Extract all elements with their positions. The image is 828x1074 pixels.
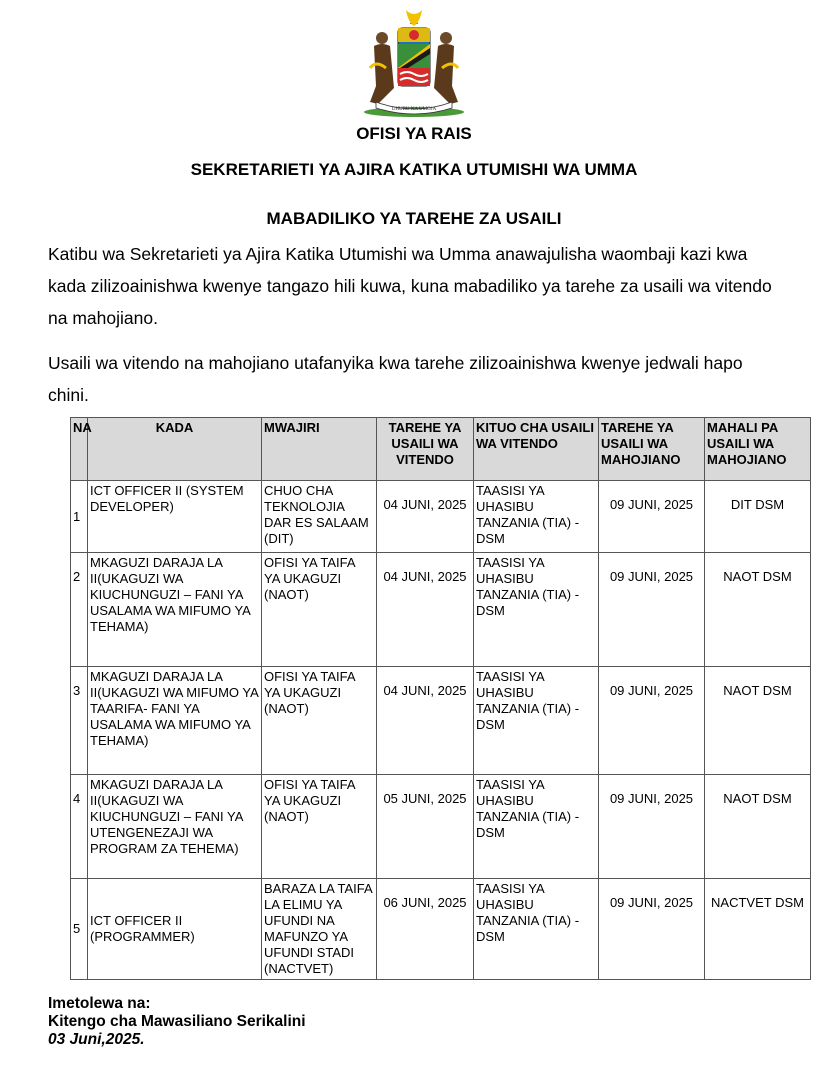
cell-tarehe-mahojiano: 09 JUNI, 2025 (599, 879, 705, 980)
table-row (71, 553, 811, 667)
cell-tarehe-mahojiano: 09 JUNI, 2025 (599, 775, 705, 879)
header-na: NA (71, 418, 88, 481)
cell-na: 5 (71, 879, 88, 980)
cell-kada: MKAGUZI DARAJA LA II(UKAGUZI WA KIUCHUNGUZI – FANI YA USALAMA WA MIFUMO YA TEHAMA) (88, 553, 262, 667)
cell-kituo: TAASISI YA UHASIBU TANZANIA (TIA) - DSM (474, 667, 599, 775)
table-row (71, 879, 811, 980)
header-mahali: MAHALI PA USAILI WA MAHOJIANO (705, 418, 811, 481)
cell-kada: MKAGUZI DARAJA LA II(UKAGUZI WA KIUCHUNGUZI – FANI YA UTENGENEZAJI WA PROGRAM ZA TEHEMA) (88, 775, 262, 879)
office-title: OFISI YA RAIS (356, 124, 472, 143)
cell-na: 3 (71, 667, 88, 775)
schedule-paragraph: Usaili wa vitendo na mahojiano utafanyika kwa tarehe zilizoainishwa kwenye jedwali hapo chini. (48, 353, 743, 405)
issuing-unit: Kitengo cha Mawasiliano Serikalini (48, 1013, 306, 1030)
cell-mwajiri: OFISI YA TAIFA YA UKAGUZI (NAOT) (262, 667, 377, 775)
header-tarehe-mahojiano: TAREHE YA USAILI WA MAHOJIANO (599, 418, 705, 481)
interview-schedule-table (70, 417, 811, 980)
cell-mahali: NAOT DSM (705, 775, 811, 879)
table-row (71, 481, 811, 553)
footer-signature (48, 995, 306, 1049)
cell-tarehe-mahojiano: 09 JUNI, 2025 (599, 667, 705, 775)
table-row (71, 667, 811, 775)
cell-na: 4 (71, 775, 88, 879)
header-tarehe-vitendo: TAREHE YA USAILI WA VITENDO (377, 418, 474, 481)
cell-kada: ICT OFFICER II (PROGRAMMER) (88, 879, 262, 980)
cell-kituo: TAASISI YA UHASIBU TANZANIA (TIA) - DSM (474, 553, 599, 667)
cell-mwajiri: CHUO CHA TEKNOLOJIA DAR ES SALAAM (DIT) (262, 481, 377, 553)
table-header-row (71, 418, 811, 481)
cell-mwajiri: BARAZA LA TAIFA LA ELIMU YA UFUNDI NA MAFUNZO YA UFUNDI STADI (NACTVET) (262, 879, 377, 980)
cell-tarehe-vitendo: 04 JUNI, 2025 (377, 481, 474, 553)
secretariat-title: SEKRETARIETI YA AJIRA KATIKA UTUMISHI WA UMMA (190, 160, 638, 179)
issue-date: 03 Juni,2025. (48, 1031, 145, 1048)
cell-mwajiri: OFISI YA TAIFA YA UKAGUZI (NAOT) (262, 775, 377, 879)
cell-kada: ICT OFFICER II (SYSTEM DEVELOPER) (88, 481, 262, 553)
cell-tarehe-mahojiano: 09 JUNI, 2025 (599, 481, 705, 553)
header-kada: KADA (88, 418, 262, 481)
cell-na: 1 (71, 481, 88, 553)
cell-mahali: DIT DSM (705, 481, 811, 553)
cell-mahali: NAOT DSM (705, 553, 811, 667)
cell-tarehe-vitendo: 06 JUNI, 2025 (377, 879, 474, 980)
cell-tarehe-vitendo: 04 JUNI, 2025 (377, 667, 474, 775)
cell-mahali: NACTVET DSM (705, 879, 811, 980)
issued-by-label: Imetolewa na: (48, 995, 151, 1012)
cell-na: 2 (71, 553, 88, 667)
header-mwajiri: MWAJIRI (262, 418, 377, 481)
cell-mahali: NAOT DSM (705, 667, 811, 775)
emblem-motto: UHURU NA UMOJA (391, 107, 437, 112)
cell-kada: MKAGUZI DARAJA LA II(UKAGUZI WA MIFUMO YA TAARIFA- FANI YA USALAMA WA MIFUMO YA TEHAMA) (88, 667, 262, 775)
header-kituo: KITUO CHA USAILI WA VITENDO (474, 418, 599, 481)
cell-kituo: TAASISI YA UHASIBU TANZANIA (TIA) - DSM (474, 775, 599, 879)
cell-tarehe-vitendo: 04 JUNI, 2025 (377, 553, 474, 667)
cell-tarehe-vitendo: 05 JUNI, 2025 (377, 775, 474, 879)
cell-kituo: TAASISI YA UHASIBU TANZANIA (TIA) - DSM (474, 879, 599, 980)
coat-of-arms-emblem (360, 8, 468, 118)
notice-title: MABADILIKO YA TAREHE ZA USAILI (266, 209, 562, 228)
cell-mwajiri: OFISI YA TAIFA YA UKAGUZI (NAOT) (262, 553, 377, 667)
cell-tarehe-mahojiano: 09 JUNI, 2025 (599, 553, 705, 667)
intro-paragraph: Katibu wa Sekretarieti ya Ajira Katika Utumishi wa Umma anawajulisha waombaji kazi kwa kada zilizoainishwa kwenye tangazo hili kuwa, kuna mabadiliko ya tarehe za usaili wa vitendo na mahojiano. (48, 244, 772, 328)
table-row (71, 775, 811, 879)
cell-kituo: TAASISI YA UHASIBU TANZANIA (TIA) - DSM (474, 481, 599, 553)
